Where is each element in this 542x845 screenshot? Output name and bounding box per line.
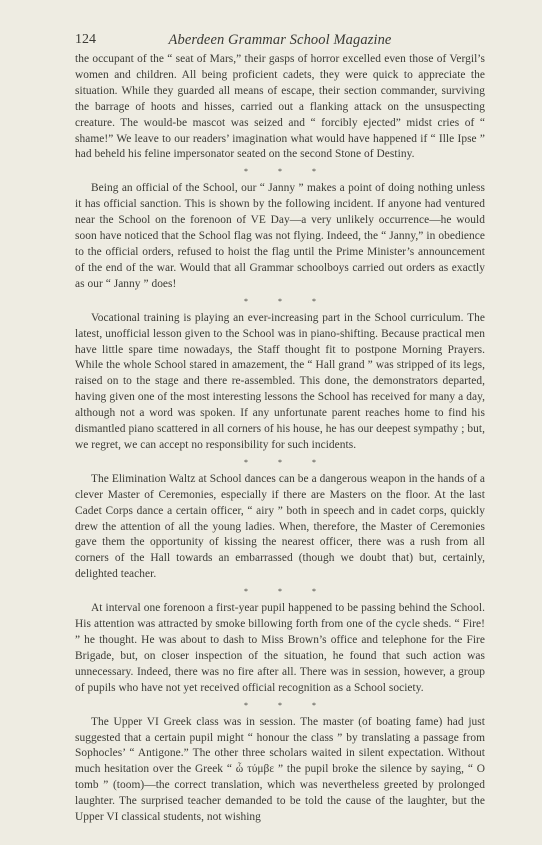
paragraph: Vocational training is playing an ever-increasing part in the School curriculum. The latest, unofficial lesson given to the School was in piano-shifting. Because practical men have little spare time nowadays, the Staff thought fit to postpone Morning Prayers. While the whole School stared in amazement, the “ Hall grand ” was stripped of its legs, raised on to the stage and there re-assembled. This done, the demonstrators departed, having given one of the most interesting lessons the School has received for many a day, although not a word was spoken. If any unfortunate parent reaches home to find his dismantled piano scattered in all corners of his house, he has our deepest sympathy ; but, we regret, we can accept no responsibility for such incidents. xyxy=(75,311,485,451)
section-separator: * * * xyxy=(244,587,330,597)
section-separator: * * * xyxy=(244,167,330,177)
section-separator: * * * xyxy=(244,457,330,467)
page-number: 124 xyxy=(75,32,96,47)
paragraph: the occupant of the “ seat of Mars,” their gasps of horror excelled even those of Vergil’s women and children. All being proficient cadets, they were quick to appreciate the situation. While they guarded all means of escape, their section commander, surviving the barrage of hoots and hisses, carried out a flanking attack on the unsuspecting creature. The would-be mascot was seized and “ forcibly ejected” midst cries of “ shame!” We leave to our readers’ imagination what would have happened if “ Ille Ipse ” had beheld his feline impersonator seated on the second Stone of Destiny. xyxy=(75,53,485,161)
paragraph: The Upper VI Greek class was in session. The master (of boating fame) had just suggested that a certain pupil might “ honour the class ” by translating a passage from Sophocles’ “ Antigone.” The other three scholars waited in silent expectation. Without much hesitation over the Greek “ ὦ τύμβε ” the pupil broke the silence by saying, “ O tomb ” (toom)—the correct translation, which was nevertheless greeted by prolonged laughter. The surprised teacher demanded to be told the cause of the laughter, but the Upper VI classical students, not wishing xyxy=(75,715,485,824)
paragraph: At interval one forenoon a first-year pupil happened to be passing behind the School. His attention was attracted by smoke billowing forth from one of the cycle sheds. “ Fire! ” he thought. He was about to dash to Miss Brown’s office and telephone for the Fire Brigade, but, on closer inspection of the situation, he found that such action was unnecessary. Indeed, there was no fire after all. There was in session, however, a group of pupils who have not yet received official recognition as a School society. xyxy=(75,602,485,694)
running-title: Aberdeen Grammar School Magazine xyxy=(168,32,392,48)
section-separator: * * * xyxy=(244,700,330,710)
section-separator: * * * xyxy=(244,296,330,306)
article-body xyxy=(75,52,485,826)
page-header xyxy=(75,32,485,54)
paragraph: The Elimination Waltz at School dances can be a dangerous weapon in the hands of a clever Master of Ceremonies, especially if there are Masters on the floor. At the last Cadet Corps dance a certain officer, “ airy ” both in speech and in cadet corps, quickly drew the attention of all the young ladies. When, therefore, the Master of Ceremonies gave them the opportunity of kissing the nearest officer, there was a rush from all corners of the Hall towards an embarrassed (though we doubt that) but, certainly, delighted teacher. xyxy=(75,472,485,581)
paragraph: Being an official of the School, our “ Janny ” makes a point of doing nothing unless it has official sanction. This is shown by the following incident. If anyone had ventured near the School on the forenoon of VE Day—a very unlikely occurrence—he would soon have noticed that the School flag was not flying. Indeed, the “ Janny,” in obedience to the official orders, refused to hoist the flag until the Prime Minister’s announcement of the end of the war. Would that all Grammar schoolboys carried out orders as exactly as our “ Janny ” does! xyxy=(75,182,485,290)
